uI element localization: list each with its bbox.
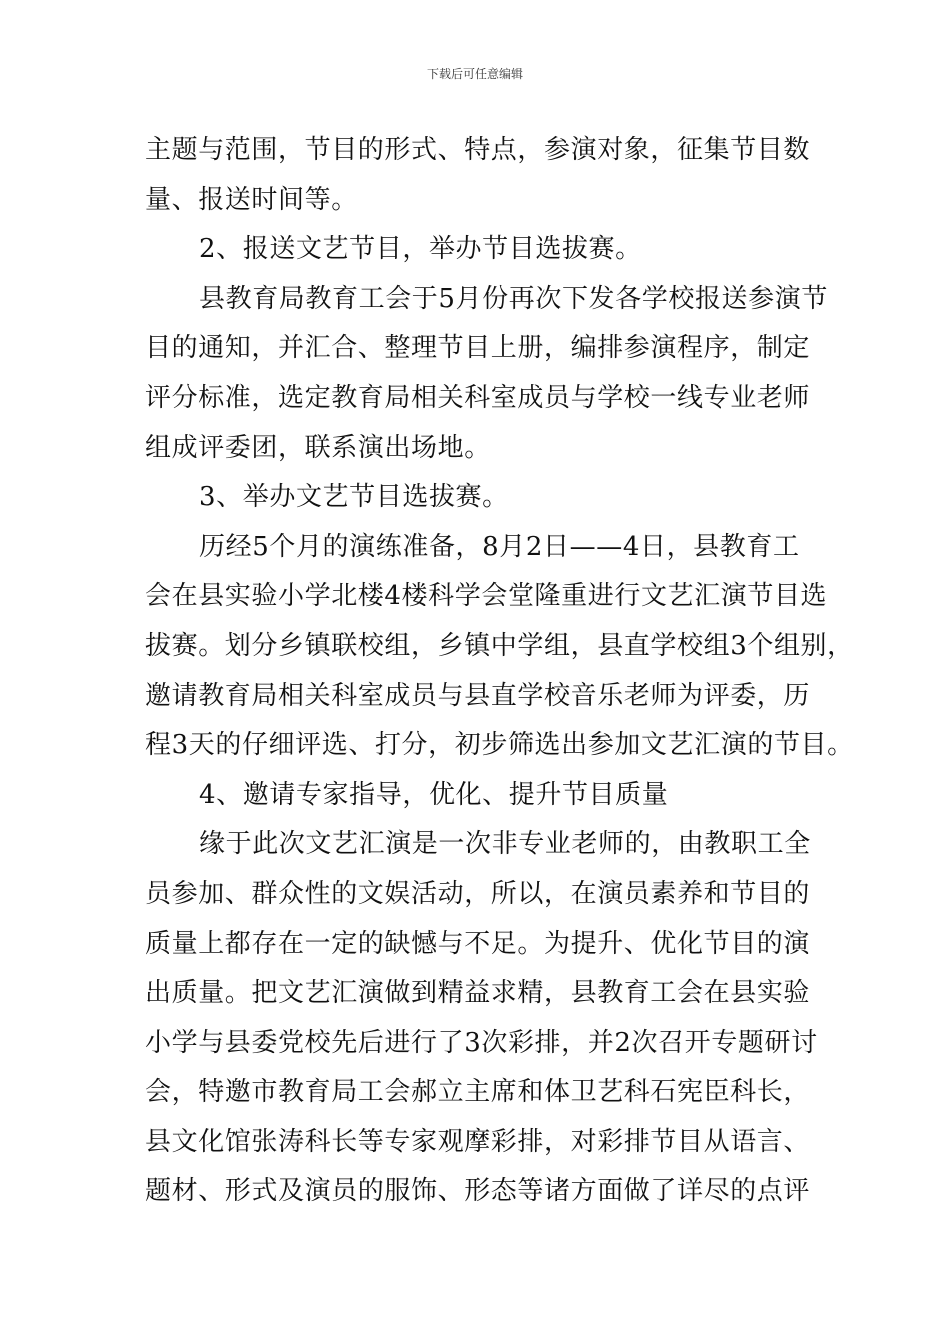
paragraph-start: 县教育局教育工会于5月份再次下发各学校报送参演节: [199, 283, 828, 314]
page-header: 下载后可任意编辑: [426, 67, 523, 81]
text-line: 小学与县委党校先后进行了3次彩排，并2次召开专题研讨: [145, 1027, 818, 1058]
paragraph-start: 历经5个月的演练准备，8月2日——4日，县教育工: [199, 531, 800, 562]
text-line: 员参加、群众性的文娱活动，所以，在演员素养和节目的: [145, 878, 811, 909]
text-line: 题材、形式及演员的服饰、形态等诸方面做了详尽的点评: [145, 1176, 811, 1207]
text-line: 会，特邀市教育局工会郝立主席和体卫艺科石宪臣科长，: [145, 1077, 811, 1108]
text-line: 目的通知，并汇合、整理节目上册，编排参演程序，制定: [145, 333, 811, 364]
text-line: 量、报送时间等。: [145, 184, 358, 215]
document-body: [145, 126, 854, 1217]
text-line: 出质量。把文艺汇演做到精益求精，县教育工会在县实验: [145, 978, 811, 1009]
text-line: 程3天的仔细评选、打分，初步筛选出参加文艺汇演的节目。: [145, 730, 854, 761]
section-heading: 3、举办文艺节目选拔赛。: [199, 482, 509, 513]
text-line: 会在县实验小学北楼4楼科学会堂隆重进行文艺汇演节目选: [145, 581, 828, 612]
text-line: 评分标准，选定教育局相关科室成员与学校一线专业老师: [145, 382, 811, 413]
text-line: 主题与范围，节目的形式、特点，参演对象，征集节目数: [145, 135, 811, 165]
text-line: 组成评委团，联系演出场地。: [145, 432, 491, 463]
section-heading: 2、报送文艺节目，举办节目选拔赛。: [199, 234, 642, 265]
text-line: 拔赛。划分乡镇联校组，乡镇中学组，县直学校组3个组别，: [145, 630, 854, 661]
text-line: 县文化馆张涛科长等专家观摩彩排，对彩排节目从语言、: [145, 1126, 811, 1157]
text-line: 质量上都存在一定的缺憾与不足。为提升、优化节目的演: [145, 928, 811, 959]
paragraph-start: 缘于此次文艺汇演是一次非专业老师的，由教职工全: [199, 829, 811, 860]
text-line: 邀请教育局相关科室成员与县直学校音乐老师为评委，历: [145, 680, 811, 711]
section-heading: 4、邀请专家指导，优化、提升节目质量: [199, 779, 669, 810]
